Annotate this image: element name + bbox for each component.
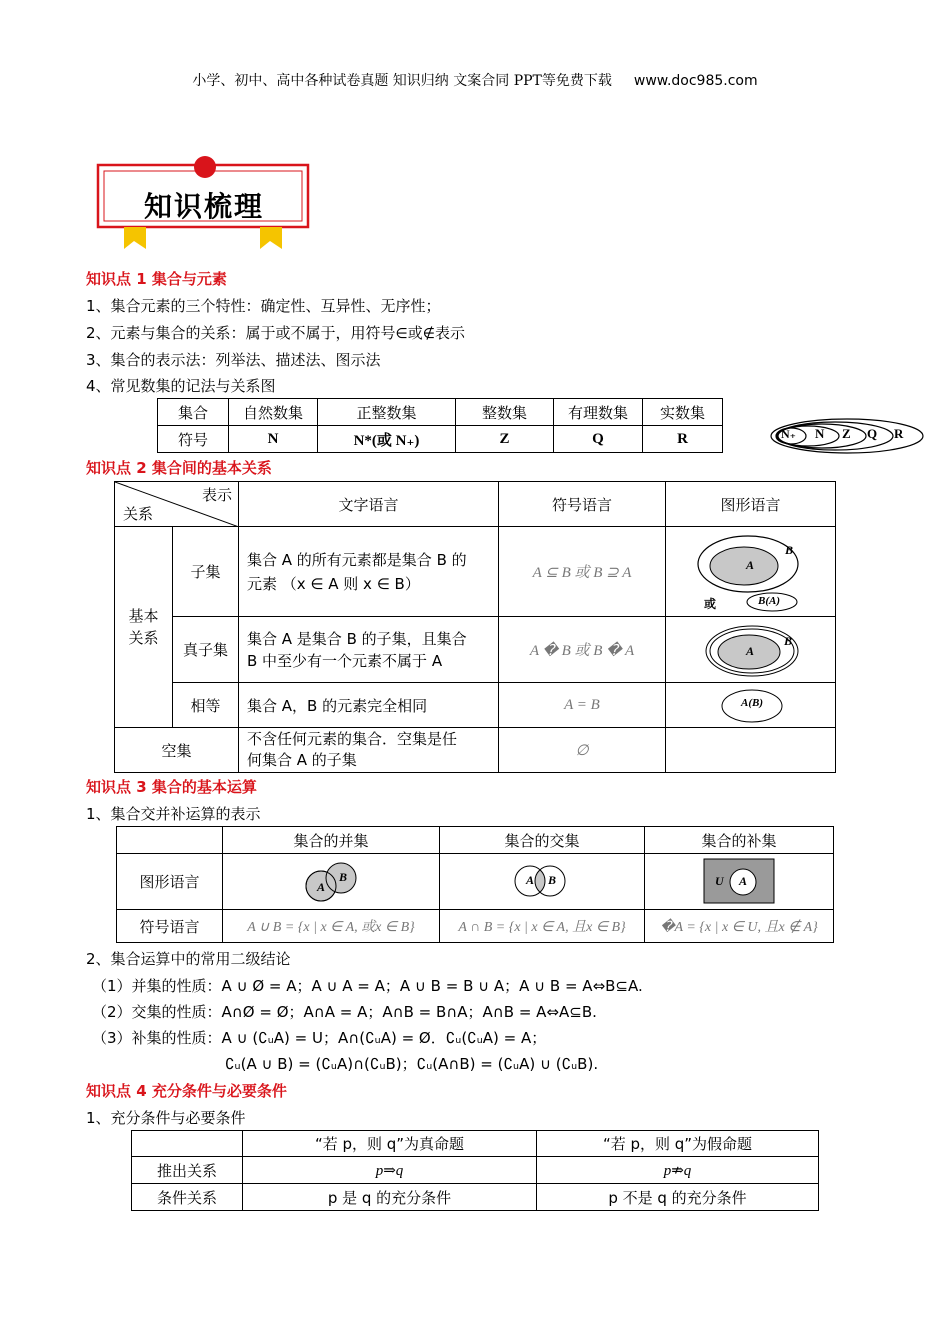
intersection-venn: A B [440, 854, 645, 910]
number-sets-diagram: N₊ N Z Q R [770, 417, 925, 455]
sec4-line-1: 1、充分条件与必要条件 [86, 1109, 246, 1127]
sec3-prop-2: （2）交集的性质：A∩Ø = Ø；A∩A = A；A∩B = B∩A；A∩B = A⇔A⊆B. [92, 1003, 597, 1021]
header-url[interactable]: www.doc985.com [633, 73, 758, 89]
conditions-table: “若 p，则 q”为真命题 “若 p，则 q”为假命题 推出关系 p⇒q p⇏q 条件关系 p 是 q 的充分条件 p 不是 q 的充分条件 [131, 1130, 819, 1211]
subset-figure: A B 或 B(A) [666, 527, 836, 617]
sec1-line-1: 1、集合元素的三个特性：确定性、互异性、无序性； [86, 297, 441, 315]
sec3-prop-1: （1）并集的性质：A ∪ Ø = A；A ∪ A = A；A ∪ B = B ∪ A；A ∪ B = A⇔B⊆A. [92, 977, 643, 995]
page-header [0, 70, 950, 90]
section-1-title: 知识点 1 集合与元素 [86, 270, 227, 288]
sec3-line-1: 1、集合交并补运算的表示 [86, 805, 261, 823]
union-venn: A B [223, 854, 440, 910]
section-4-title: 知识点 4 充分条件与必要条件 [86, 1082, 287, 1100]
number-sets-table: 集合 自然数集 正整数集 整数集 有理数集 实数集 符号 N N*(或 N₊) Z Q R [157, 398, 723, 453]
sec3-prop-3: （3）补集的性质：A ∪ (∁ᵤA) = U；A∩(∁ᵤA) = Ø．∁ᵤ(∁ᵤA) = A； [92, 1029, 547, 1047]
sec1-line-3: 3、集合的表示法：列举法、描述法、图示法 [86, 351, 381, 369]
section-badge [94, 155, 314, 250]
sec3-prop-4: ∁ᵤ(A ∪ B) = (∁ᵤA)∩(∁ᵤB)；∁ᵤ(A∩B) = (∁ᵤA) ∪ (∁ᵤB). [225, 1055, 599, 1073]
section-2-title: 知识点 2 集合间的基本关系 [86, 459, 272, 477]
sec1-line-2: 2、元素与集合的关系：属于或不属于，用符号∈或∉表示 [86, 324, 465, 342]
sec1-line-4: 4、常见数集的记法与关系图 [86, 377, 276, 395]
complement-venn: U A [645, 854, 834, 910]
equal-sets-figure: A(B) [666, 683, 836, 728]
proper-subset-figure: A B [666, 617, 836, 683]
corner-cell: 表示 关系 [115, 482, 239, 527]
set-operations-table: 集合的并集 集合的交集 集合的补集 图形语言 A B A B U A 符号语言 A ∪ B = {x | x ∈ A, 或x ∈ B} A ∩ B = {x | x ∈ A, 且x ∈ B} �A = {x | x ∈ U, 且x ∉ A} [116, 826, 834, 943]
badge-title: 知识梳理 [143, 190, 264, 223]
set-relations-table: 表示 关系 文字语言 符号语言 图形语言 基本 关系 子集 集合 A 的所有元素都是集合 B 的 元素 （x ∈ A 则 x ∈ B） A ⊆ B 或 B ⊇ A A B 或 B(A) 真子集 集合 A 是集合 B 的子集，且集合 B 中至少有一个元素不属于 A A � B 或 B � A A B 相等 集合 A，B 的元素完全相同 A = B A(B) 空集 不含任何元素的集合．空集是任 何集合 A 的子集 ∅ [114, 481, 836, 773]
section-3-title: 知识点 3 集合的基本运算 [86, 778, 257, 796]
sec3-line-2: 2、集合运算中的常用二级结论 [86, 950, 291, 968]
header-text: 小学、初中、高中各种试卷真题 知识归纳 文案合同 PPT等免费下载 [192, 73, 612, 89]
